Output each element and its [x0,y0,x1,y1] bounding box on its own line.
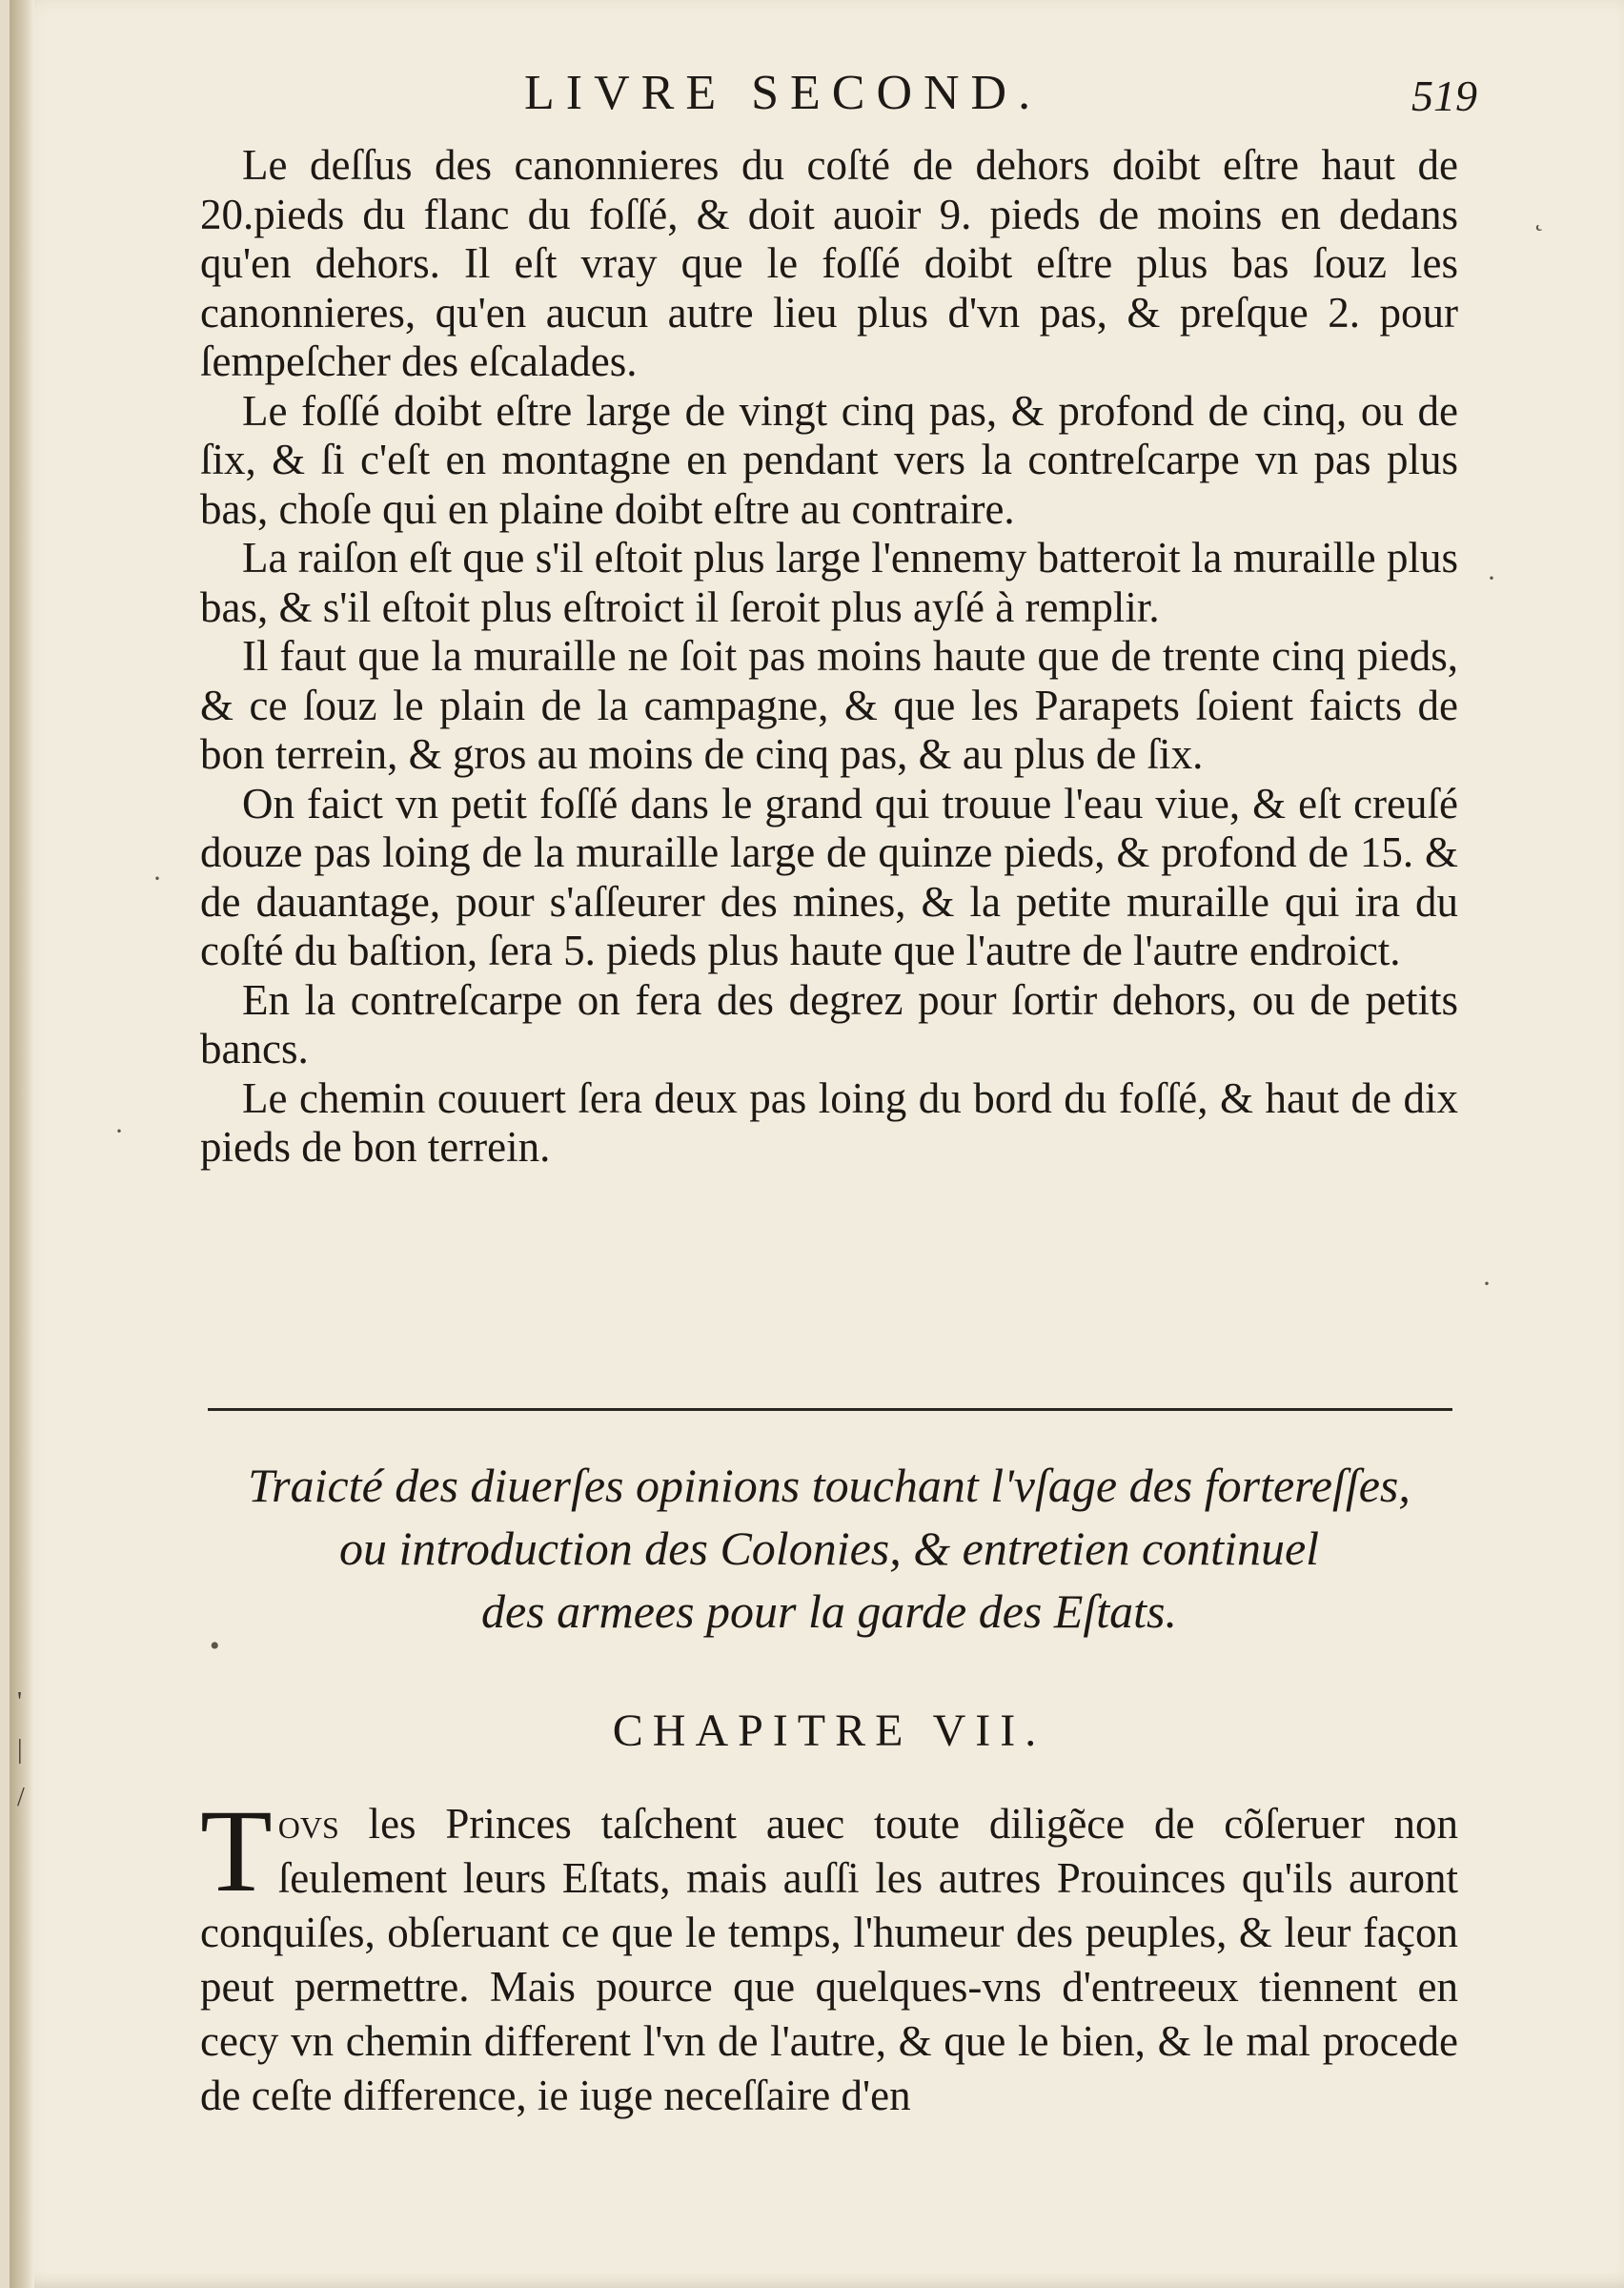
paragraph: Le foſſé doibt eſtre large de vingt cinq pas, & profond de cinq, ou de ſix, & ſi c'eſt en montagne en pendant vers la contreſcarpe vn pas plus bas, choſe qui en plaine doibt eſtre au contraire. [200,386,1458,533]
book-page [10,0,1624,2288]
paragraph: Le deſſus des canonnieres du coſté de dehors doibt eſtre haut de 20.pieds du flanc du foſſé, & doit auoir 9. pieds de moins en dedans qu'en dehors. Il eſt vray que le foſſé doibt eſtre plus bas ſouz les canonnieres, qu'en aucun autre lieu plus d'vn pas, & preſque 2. pour ſempeſcher des eſcalades. [200,141,1458,385]
paragraph: La raiſon eſt que s'il eſtoit plus large l'ennemy batteroit la muraille plus bas, & s'il eſtoit plus eſtroict il ſeroit plus ayſé à remplir. [200,534,1458,631]
body-text [200,141,1458,1173]
section-heading [181,1454,1477,1643]
section-heading-line: ou introduction des Colonies, & entretien continuel [338,1522,1320,1575]
margin-mark: ˛ [1534,200,1544,232]
margin-mark: • [210,1630,220,1662]
bleed-mark: | [17,1735,23,1765]
paragraph: On faict vn petit foſſé dans le grand qui trouue l'eau viue, & eſt creuſé douze pas loing de la muraille large de quinze pieds, & profond de 15. & de dauantage, pour s'aſſeurer des mines, & la petite muraille qui ira du coſté du baſtion, ſera 5. pieds plus haute que l'autre de l'autre endroict. [200,779,1458,974]
section-heading-line: des armees pour la garde des Eſtats. [480,1584,1178,1638]
drop-cap: T [200,1786,273,1916]
chapter-body: les Princes taſchent auec toute diligẽce de cõſeruer non ſeulement leurs Eſtats, mais auſſi les autres Prouinces qu'ils auront conquiſes, obſeruant ce que le temps, l'humeur des peuples, & leur façon peut permettre. Mais pource que quelques-vns d'entreeux tiennent en cecy vn chemin different l'vn de l'autre, & que le bien, & le mal procede de ceſte difference, ie iuge neceſſaire d'en [200,1800,1458,2119]
chapter-text [200,1786,1458,2123]
lead-small-caps: ovs [277,1800,339,1848]
running-title: LIVRE SECOND. [524,66,1043,120]
margin-mark: · [152,863,162,894]
page-number: 519 [1411,72,1477,120]
section-divider [208,1408,1452,1411]
paragraph: Le chemin couuert ſera deux pas loing du bord du foſſé, & haut de dix pieds de bon terrein. [200,1073,1458,1171]
margin-mark: · [114,1115,124,1147]
paragraph: Il faut que la muraille ne ſoit pas moins haute que de trente cinq pieds, & ce ſouz le plain de la campagne, & que les Parapets ſoient faicts de bon terrein, & gros au moins de cinq pas, & au plus de ſix. [200,632,1458,778]
margin-mark: · [1482,1268,1492,1299]
page-gutter [10,0,34,2288]
bleed-mark: ' [17,1687,23,1717]
paragraph: En la contreſcarpe on fera des degrez pour ſortir dehors, ou de petits bancs. [200,975,1458,1072]
chapter-title: CHAPITRE VII. [612,1706,1046,1756]
section-heading-line: Traicté des diuerſes opinions touchant l'vſage des fortereſſes, [248,1459,1411,1512]
running-head [200,65,1477,132]
bleed-mark: / [17,1783,25,1812]
margin-mark: · [1487,562,1496,594]
